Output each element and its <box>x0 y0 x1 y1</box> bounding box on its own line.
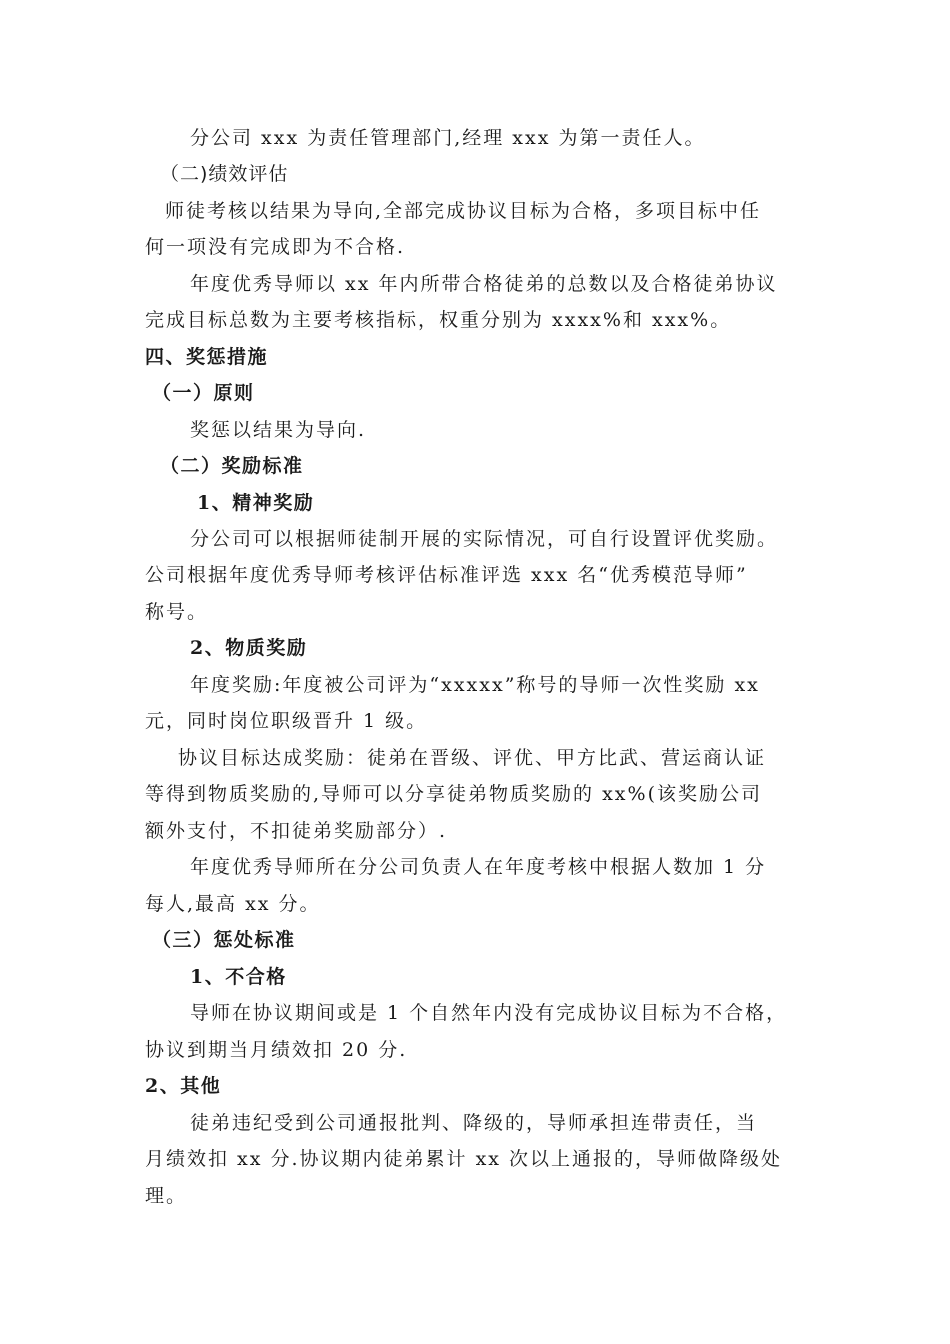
paragraph-unqualified-line-2: 协议到期当月绩效扣 20 分. <box>145 1039 408 1061</box>
subheading-penalty-standard: （三）惩处标准 <box>152 929 296 951</box>
paragraph-annual-reward-line-2: 元，同时岗位职级晋升 1 级。 <box>145 710 428 732</box>
item-heading-spiritual-reward: 1、精神奖励 <box>197 492 315 514</box>
subheading-principle: （一）原则 <box>152 382 255 404</box>
item-heading-other: 2、其他 <box>145 1075 222 1097</box>
paragraph-agreement-reward-line-2: 等得到物质奖励的,导师可以分享徒弟物质奖励的 xx%(该奖励公司 <box>145 783 762 805</box>
subheading-reward-standard: （二）奖励标准 <box>160 455 304 477</box>
paragraph-spiritual-line-2: 公司根据年度优秀导师考核评估标准评选 xxx 名“优秀模范导师” <box>145 564 748 586</box>
paragraph-agreement-reward-line-1: 协议目标达成奖励：徒弟在晋级、评优、甲方比武、营运商认证 <box>178 747 767 769</box>
section-heading-rewards-penalties: 四、奖惩措施 <box>145 346 269 368</box>
paragraph-excellent-mentor-line-2: 完成目标总数为主要考核指标，权重分别为 xxxx%和 xxx%。 <box>145 309 732 331</box>
paragraph-other-line-1: 徒弟违纪受到公司通报批判、降级的，导师承担连带责任，当 <box>190 1112 758 1134</box>
item-heading-unqualified: 1、不合格 <box>190 966 287 988</box>
paragraph-principle: 奖惩以结果为导向. <box>190 419 367 441</box>
item-heading-material-reward: 2、物质奖励 <box>190 637 308 659</box>
paragraph-assessment-line-1: 师徒考核以结果为导向,全部完成协议目标为合格，多项目标中任 <box>165 200 762 222</box>
paragraph-other-line-2: 月绩效扣 xx 分.协议期内徒弟累计 xx 次以上通报的，导师做降级处 <box>145 1148 783 1170</box>
paragraph-agreement-reward-line-3: 额外支付，不扣徒弟奖励部分）. <box>145 820 448 842</box>
paragraph-other-line-3: 理。 <box>145 1185 188 1207</box>
paragraph-assessment-line-2: 何一项没有完成即为不合格. <box>145 236 406 258</box>
paragraph-branch-head-line-2: 每人,最高 xx 分。 <box>145 893 321 915</box>
subheading-performance-evaluation: （二)绩效评估 <box>160 163 289 185</box>
paragraph-excellent-mentor-line-1: 年度优秀导师以 xx 年内所带合格徒弟的总数以及合格徒弟协议 <box>190 273 778 295</box>
paragraph-spiritual-line-3: 称号。 <box>145 601 209 623</box>
paragraph-annual-reward-line-1: 年度奖励:年度被公司评为“xxxxx”称号的导师一次性奖励 xx <box>190 674 760 696</box>
paragraph-unqualified-line-1: 导师在协议期间或是 1 个自然年内没有完成协议目标为不合格， <box>190 1002 788 1024</box>
paragraph-branch-head-line-1: 年度优秀导师所在分公司负责人在年度考核中根据人数加 1 分 <box>190 856 767 878</box>
paragraph-spiritual-line-1: 分公司可以根据师徒制开展的实际情况，可自行设置评优奖励。 <box>190 528 779 550</box>
paragraph-responsibility: 分公司 xxx 为责任管理部门,经理 xxx 为第一责任人。 <box>190 127 706 149</box>
